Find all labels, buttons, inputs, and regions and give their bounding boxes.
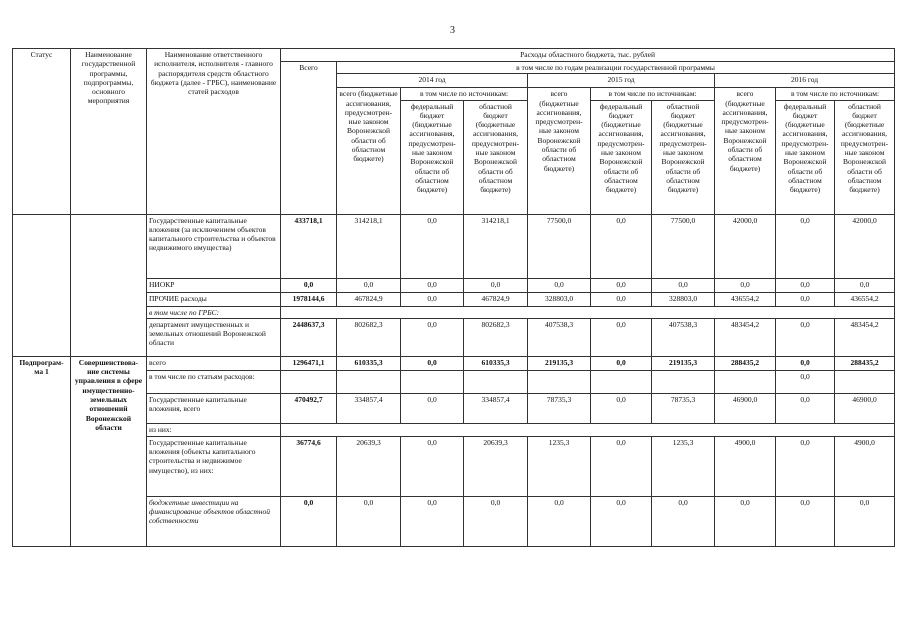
cell-value: 0,0 (776, 496, 835, 546)
cell-value: 407538,3 (528, 318, 591, 356)
cell-value: 0,0 (337, 496, 401, 546)
cell-value: 4900,0 (715, 436, 776, 496)
empty-cell (835, 370, 895, 393)
cell-value: 0,0 (401, 278, 464, 292)
cell-value: 334857,4 (464, 393, 528, 423)
cell-value: 328803,0 (528, 292, 591, 306)
cell-value: 0,0 (591, 436, 652, 496)
header-all-2016: всего (бюджетные ассигнования, предусмотрен-ные законом Воронежской области об областном бюджете) (715, 88, 776, 214)
cell-value: 46900,0 (715, 393, 776, 423)
header-federal-2016: федеральный бюджет (бюджетные ассигнования, предусмотрен-ные законом Воронежской области об областном бюджете) (776, 100, 835, 214)
cell-value: 0,0 (528, 496, 591, 546)
row-label: всего (147, 356, 281, 370)
row-label: Государственные капитальные вложения (объекты капитального строительства и недвижимое имущество), из них: (147, 436, 281, 496)
cell-value: 0,0 (776, 292, 835, 306)
header-by-sources-2016: в том числе по источникам: (776, 88, 895, 100)
cell-value: 0,0 (591, 496, 652, 546)
cell-value: 0,0 (591, 356, 652, 370)
cell-value: 483454,2 (715, 318, 776, 356)
cell-total: 36774,6 (281, 436, 337, 496)
row-label: бюджетные инвестиции на финансирование объектов областной собственности (147, 496, 281, 546)
cell-value: 0,0 (591, 318, 652, 356)
cell-total: 470492,7 (281, 393, 337, 423)
cell-value: 78735,3 (528, 393, 591, 423)
subprogram-status: Подпрограм-ма 1 (13, 356, 71, 546)
cell-value: 0,0 (776, 370, 835, 393)
cell-value: 42000,0 (835, 214, 895, 278)
cell-value: 1235,3 (528, 436, 591, 496)
cell-value: 334857,4 (337, 393, 401, 423)
row-label: из них: (147, 423, 281, 436)
cell-value: 0,0 (401, 214, 464, 278)
cell-value: 20639,3 (464, 436, 528, 496)
cell-value: 0,0 (401, 393, 464, 423)
cell-value: 42000,0 (715, 214, 776, 278)
row-label: в том числе по статьям расходов: (147, 370, 281, 393)
cell-value: 0,0 (401, 436, 464, 496)
subprogram-name: Совершенствова-ние системы управления в сфере имущественно-земельных отношений Воронежской области (71, 356, 147, 546)
program-cell-empty (71, 214, 147, 356)
row-label: в том числе по ГРБС: (147, 306, 281, 318)
cell-value: 483454,2 (835, 318, 895, 356)
cell-value: 610335,3 (464, 356, 528, 370)
cell-value: 77500,0 (528, 214, 591, 278)
cell-value: 0,0 (401, 356, 464, 370)
cell-value: 0,0 (715, 278, 776, 292)
cell-value: 0,0 (464, 278, 528, 292)
cell-total: 1978144,6 (281, 292, 337, 306)
cell-value: 0,0 (715, 496, 776, 546)
empty-cell (715, 370, 776, 393)
header-federal-2015: федеральный бюджет (бюджетные ассигнования, предусмотрен-ные законом Воронежской области об областном бюджете) (591, 100, 652, 214)
page-number: 3 (450, 25, 455, 36)
cell-value: 0,0 (652, 278, 715, 292)
cell-value: 1235,3 (652, 436, 715, 496)
empty-cell (652, 370, 715, 393)
row-label: НИОКР (147, 278, 281, 292)
cell-value: 219135,3 (528, 356, 591, 370)
header-regional-2016: областной бюджет (бюджетные ассигнования, предусмотрен-ные законом Воронежской области об областном бюджете) (835, 100, 895, 214)
cell-value: 46900,0 (835, 393, 895, 423)
cell-value: 610335,3 (337, 356, 401, 370)
cell-value: 467824,9 (464, 292, 528, 306)
cell-total: 2448637,3 (281, 318, 337, 356)
cell-value: 288435,2 (715, 356, 776, 370)
cell-total: 1296471,1 (281, 356, 337, 370)
empty-cell (591, 370, 652, 393)
header-by-years: в том числе по годам реализации государственной программы (337, 62, 895, 74)
header-year-2015: 2015 год (528, 74, 715, 88)
empty-cell (281, 370, 337, 393)
cell-total: 433718,1 (281, 214, 337, 278)
cell-value: 77500,0 (652, 214, 715, 278)
cell-value: 288435,2 (835, 356, 895, 370)
cell-value: 0,0 (401, 292, 464, 306)
cell-value: 0,0 (401, 318, 464, 356)
cell-value: 328803,0 (652, 292, 715, 306)
cell-total: 0,0 (281, 496, 337, 546)
cell-value: 802682,3 (337, 318, 401, 356)
row-label: департамент имущественных и земельных отношений Воронежской области (147, 318, 281, 356)
cell-value: 219135,3 (652, 356, 715, 370)
header-by-sources-2015: в том числе по источникам: (591, 88, 715, 100)
cell-value: 0,0 (776, 318, 835, 356)
cell-value: 0,0 (776, 356, 835, 370)
cell-value: 0,0 (835, 496, 895, 546)
cell-value: 20639,3 (337, 436, 401, 496)
cell-value: 467824,9 (337, 292, 401, 306)
status-cell-empty (13, 214, 71, 356)
cell-value: 436554,2 (715, 292, 776, 306)
cell-value: 0,0 (776, 214, 835, 278)
empty-cells (281, 306, 895, 318)
cell-total: 0,0 (281, 278, 337, 292)
cell-value: 407538,3 (652, 318, 715, 356)
cell-value: 802682,3 (464, 318, 528, 356)
cell-value: 0,0 (591, 393, 652, 423)
budget-table (12, 48, 895, 547)
cell-value: 314218,1 (464, 214, 528, 278)
cell-value: 314218,1 (337, 214, 401, 278)
header-regional-2015: областной бюджет (бюджетные ассигнования, предусмотрен-ные законом Воронежской области об областном бюджете) (652, 100, 715, 214)
header-executor-name: Наименование ответственного исполнителя, исполнителя - главного распорядителя средств областного бюджета (далее - ГРБС), наименование статей расходов (147, 49, 281, 215)
cell-value: 0,0 (835, 278, 895, 292)
cell-value: 0,0 (337, 278, 401, 292)
cell-value: 0,0 (776, 436, 835, 496)
cell-value: 0,0 (591, 292, 652, 306)
cell-value: 0,0 (591, 278, 652, 292)
cell-value: 0,0 (776, 278, 835, 292)
empty-cell (528, 370, 591, 393)
empty-cells (281, 423, 895, 436)
empty-cell (464, 370, 528, 393)
header-year-2016: 2016 год (715, 74, 895, 88)
header-total: Всего (281, 62, 337, 215)
header-federal-2014: федеральный бюджет (бюджетные ассигнования, предусмотрен-ные законом Воронежской области об областном бюджете) (401, 100, 464, 214)
cell-value: 0,0 (401, 496, 464, 546)
header-all-2015: всего (бюджетные ассигнования, предусмотрен-ные законом Воронежской области об областном бюджете) (528, 88, 591, 214)
header-program-name: Наименование государственной программы, подпрограммы, основного мероприятия (71, 49, 147, 215)
cell-value: 0,0 (464, 496, 528, 546)
cell-value: 0,0 (591, 214, 652, 278)
cell-value: 436554,2 (835, 292, 895, 306)
empty-cell (401, 370, 464, 393)
cell-value: 0,0 (776, 393, 835, 423)
header-regional-2014: областной бюджет (бюджетные ассигнования, предусмотрен-ные законом Воронежской области об областном бюджете) (464, 100, 528, 214)
row-label: ПРОЧИЕ расходы (147, 292, 281, 306)
cell-value: 78735,3 (652, 393, 715, 423)
header-year-2014: 2014 год (337, 74, 528, 88)
header-all-2014: всего (бюджетные ассигнования, предусмотрен-ные законом Воронежской области об областном бюджете) (337, 88, 401, 214)
header-status: Статус (13, 49, 71, 215)
cell-value: 0,0 (528, 278, 591, 292)
row-label: Государственные капитальные вложения, всего (147, 393, 281, 423)
header-by-sources-2014: в том числе по источникам: (401, 88, 528, 100)
header-expenses-title: Расходы областного бюджета, тыс. рублей (281, 49, 895, 62)
cell-value: 0,0 (652, 496, 715, 546)
cell-value: 4900,0 (835, 436, 895, 496)
row-label: Государственные капитальные вложения (за исключением объектов капитального строительства и объектов недвижимого имущества) (147, 214, 281, 278)
empty-cell (337, 370, 401, 393)
